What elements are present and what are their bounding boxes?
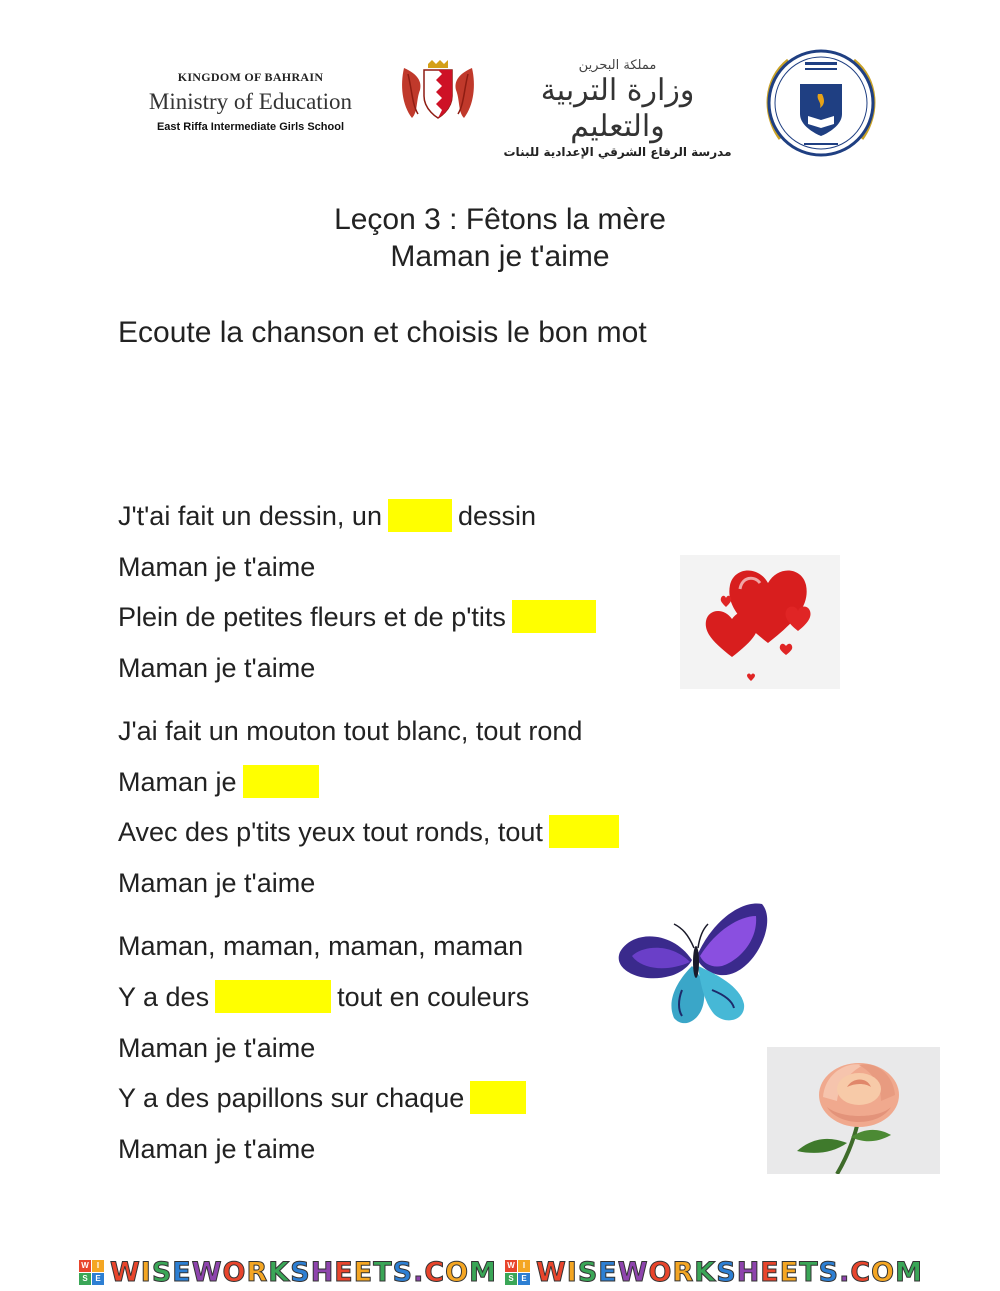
lyric-text: Y a des papillons sur chaque [118,1083,465,1113]
kingdom-label: KINGDOM OF BAHRAIN [177,70,324,84]
watermark-letter: S [818,1256,840,1288]
lyric-text: dessin [457,501,537,531]
watermark-letter: S [577,1256,599,1288]
lyric-text: Avec des p'tits yeux tout ronds, tout [118,817,543,847]
watermark-letter: W [191,1256,223,1288]
bahrain-emblem-icon [398,60,478,128]
watermark-letter: S [716,1256,737,1288]
watermark-letter: T [373,1256,393,1288]
header-english [118,70,383,133]
watermark-letter: W [536,1256,567,1288]
watermark-letter: E [598,1256,618,1288]
lyric-text: Maman je t'aime [118,552,316,582]
answer-blank[interactable] [215,980,331,1013]
instruction-text: Ecoute la chanson et choisis le bon mot [118,316,647,349]
watermark-letter: O [445,1256,470,1288]
lyric-line [118,1132,315,1166]
answer-blank[interactable] [549,815,619,848]
lyric-line [118,765,325,799]
arabic-kingdom-label: مملكة البحرين [578,58,657,73]
lesson-title: Leçon 3 : Fêtons la mère [334,203,666,236]
lyric-text: J'ai fait un mouton tout blanc, tout rond [118,716,583,746]
lyric-line [118,866,315,900]
watermark-letter: C [850,1256,872,1288]
watermark-letter: C [424,1256,446,1288]
header-arabic [490,58,745,159]
watermark-letter: M [895,1256,923,1288]
rose-image [767,1047,940,1174]
lyric-line [118,651,315,685]
footer-watermark [0,1256,1000,1288]
watermark-letter: W [110,1256,141,1288]
lyric-text: Y a des [118,982,210,1012]
watermark-letter: H [736,1256,761,1288]
lyric-text: Plein de petites fleurs et de p'tits [118,602,506,632]
watermark-letter: R [246,1256,269,1288]
wiseworksheets-logo-icon: W I S E [79,1260,104,1285]
watermark-letter: O [648,1256,673,1288]
lyric-text: J't'ai fait un dessin, un [118,501,382,531]
watermark-letter: . [839,1256,851,1288]
watermark-letter: W [617,1256,649,1288]
wiseworksheets-logo-icon: W I S E [505,1260,530,1285]
lyric-text: Maman, maman, maman, maman [118,931,524,961]
watermark-letter: H [310,1256,335,1288]
school-seal-icon [760,44,882,162]
lyric-line [118,1081,532,1115]
watermark-letter: R [672,1256,695,1288]
lyric-line [118,550,315,584]
watermark-letter: E [172,1256,192,1288]
watermark-letter: I [140,1256,152,1288]
lyric-text: Maman je [118,767,237,797]
watermark-text [536,1257,923,1288]
watermark-letter: T [799,1256,819,1288]
watermark-letter: M [469,1256,497,1288]
watermark-letter: S [290,1256,311,1288]
lyric-text: Maman je t'aime [118,1033,316,1063]
answer-blank[interactable] [243,765,319,798]
butterfly-image [612,890,780,1036]
lyric-line [118,499,536,533]
watermark-letter: . [413,1256,425,1288]
watermark-letter: K [268,1256,291,1288]
watermark-letter: O [871,1256,896,1288]
lyric-text: tout en couleurs [337,982,530,1012]
arabic-school-label: مدرسة الرفاع الشرقي الإعدادية للبنات [503,145,732,159]
lyric-line [118,600,602,634]
watermark-letter: K [694,1256,717,1288]
watermark-letter: E [353,1256,374,1288]
watermark-letter: E [779,1256,800,1288]
hearts-image [680,555,840,689]
lyric-text: Maman je t'aime [118,1134,316,1164]
lyric-text: Maman je t'aime [118,653,316,683]
song-title: Maman je t'aime [390,240,610,273]
school-label: East Riffa Intermediate Girls School [156,121,345,133]
watermark-letter: E [760,1256,780,1288]
watermark-letter: O [222,1256,247,1288]
watermark-letter: S [392,1256,414,1288]
watermark-text [110,1257,497,1288]
arabic-ministry-label: وزارة التربية والتعليم [540,73,695,144]
lyric-text: Maman je t'aime [118,868,316,898]
answer-blank[interactable] [470,1081,526,1114]
lyric-line [118,714,582,748]
watermark-letter: E [334,1256,354,1288]
lyric-line [118,980,529,1014]
watermark-letter: S [151,1256,173,1288]
answer-blank[interactable] [388,499,452,532]
lyric-line [118,815,625,849]
watermark-letter: I [566,1256,578,1288]
ministry-label: Ministry of Education [148,89,353,114]
lyric-line [118,1031,315,1065]
answer-blank[interactable] [512,600,596,633]
lyric-line [118,929,523,963]
